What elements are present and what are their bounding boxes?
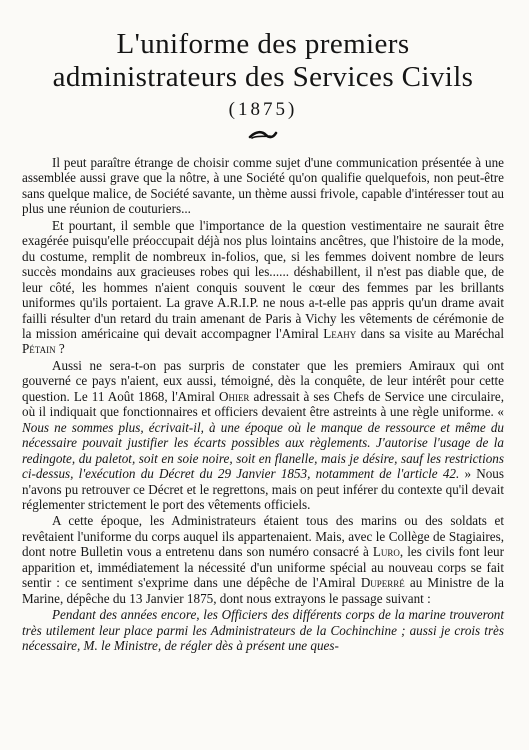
paragraph-4-text-b: , les civils font leur apparition et, immédiatement la nécessité d'un uniforme spécial au nouveau corps se fait sentir : ce sentiment s'exprime dans une dépêche de l'Amiral <box>22 544 504 591</box>
paragraph-3-text-c: » Nous n'avons pu retrouver ce Décret et le regrettons, mais on peut inférer du contexte qu'il devait réglementer strictement le port des vêtements officiels. <box>22 466 504 512</box>
person-name-luro: Luro <box>372 544 400 560</box>
person-name-ohier: Ohier <box>218 388 250 404</box>
article-title <box>22 28 504 94</box>
quoted-circular: Nous ne sommes plus, écrivait-il, à une époque où le manque de ressource et même du nécessaire pouvait justifier les écarts possibles aux règlements. J'autorise l'usage de la redingote, du paletot, soit en soie noire, soit en flanelle, mais je désire, sauf les restrictions ci-dessus, l'exécution du Décret du 29 Janvier 1853, notamment de l'article 42. <box>22 419 504 482</box>
paragraph-2-text-a: Et pourtant, il semble que l'importance de la question vestimentaire ne saurait être exagérée puisqu'elle préoccupait déjà nos plus lointains ancêtres, que l'histoire de la mode, du costume, remplit de nombreux in-folios, que, si les femmes doivent nombre de leurs succès mondains aux gracieuses robes qui les...... déshabillent, il n'est pas diable que, de leur côté, les hommes n'aient conquis souvent le cœur des femmes par les brillants uniformes qu'ils portaient. La grave A.R.I.P. ne nous a-t-elle pas appris qu'un drame avait failli résulter d'un retard du train amenant de Paris à Vichy les vêtements de cérémonie de la mission américaine qui devait accompagner l'Amiral <box>22 217 504 341</box>
flourish-ornament-icon <box>248 129 278 141</box>
paragraph-2-text-b: dans sa visite au Maréchal <box>356 325 504 341</box>
paragraph-5-text: Pendant des années encore, les Officiers des différents corps de la marine trouveront très utilement leur place parmi les Administrateurs de la Cochinchine ; aussi je crois très nécessaire, M. le Ministre, de régler dès à présent une ques- <box>22 607 504 654</box>
person-name-petain: Pétain <box>22 341 56 357</box>
article-year: (1875) <box>228 99 298 120</box>
paragraph-4-text-a: A cette époque, les Administrateurs étaient tous des marins ou des soldats et revêtaient l'uniforme du corps auquel ils appartenaient. Mais, avec le Collège de Stagiaires, dont notre Bulletin vous a entretenu dans son numéro consacré à <box>22 513 504 560</box>
paragraph-3-text-a: Aussi ne sera-t-on pas surpris de constater que les premiers Amiraux qui ont gouverné ce pays n'aient, eux aussi, témoigné, dès la conquête, de leur intérêt pour cette question. Le 11 Août 1868, l'Amiral <box>22 357 504 404</box>
paragraph-2-text-c: ? <box>55 341 65 357</box>
paragraph-4 <box>22 513 504 606</box>
paragraph-1-text: Il peut paraître étrange de choisir comme sujet d'une communication présentée à une assemblée aussi grave que la nôtre, à une Société qu'on qualifie quelquefois, non peut-être sans quelque malice, de Société savante, un thème aussi frivole, capable d'intéresser tout au plus une réunion de couturiers... <box>22 155 504 217</box>
title-line-1: L'uniforme des premiers <box>116 28 410 60</box>
paragraph-3 <box>22 358 504 513</box>
quoted-dispatch <box>22 607 504 653</box>
title-line-2: administrateurs des Services Civils <box>52 61 474 93</box>
paragraph-1 <box>22 155 504 217</box>
paragraph-4-text-c: au Ministre de la Marine, dépêche du 13 Janvier 1875, dont nous extrayons le passage suivant : <box>22 575 504 606</box>
person-name-duperre: Duperré <box>360 575 405 591</box>
paragraph-2 <box>22 218 504 357</box>
paragraph-3-text-b: adressait à ses Chefs de Service une circulaire, où il indiquait que fonctionnaires et officiers devaient être astreints à une règle uniforme. « <box>22 388 504 420</box>
person-name-leahy: Leahy <box>323 325 357 341</box>
article-body <box>22 155 504 654</box>
